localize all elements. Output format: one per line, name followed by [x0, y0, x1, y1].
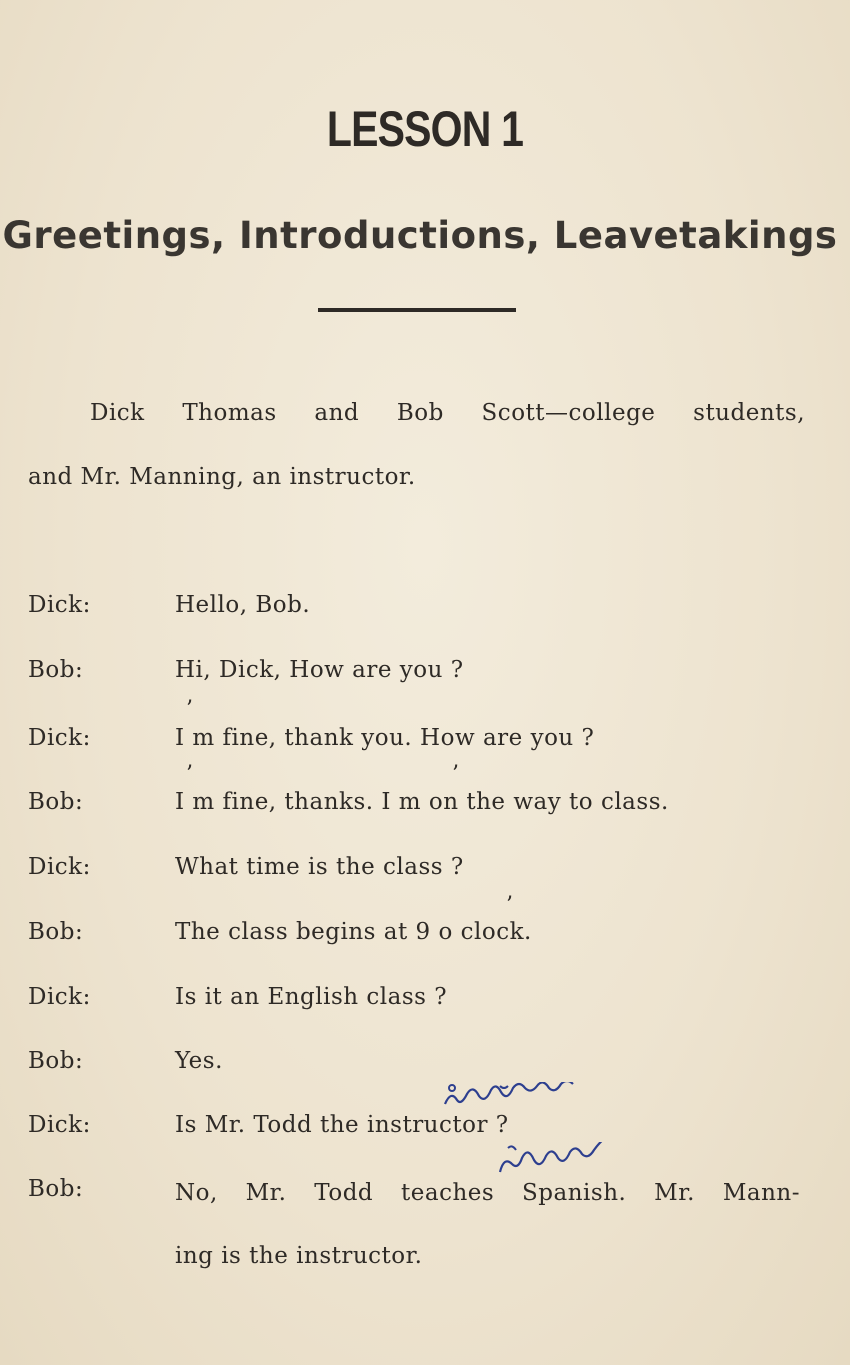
speaker-label: Bob: [28, 657, 84, 683]
intro-line-2: and Mr. Manning, an instructor. [28, 464, 416, 490]
speaker-label: Bob: [28, 789, 84, 815]
dialogue-line-continuation: ing is the instructor. [175, 1243, 423, 1269]
speaker-label: Dick: [28, 592, 91, 618]
intro-line-1: Dick Thomas and Bob Scott—college students, [90, 400, 805, 426]
dialogue-line: Hi, Dick, How are you ? [175, 657, 464, 683]
dialogue-line: Yes. [175, 1048, 223, 1074]
dialogue-line: Is it an English class ? [175, 984, 448, 1010]
dialogue-line: What time is the class ? [175, 854, 464, 880]
speaker-label: Dick: [28, 725, 91, 751]
dialogue-line: I m fine, thanks. I m on the way to class. [175, 789, 669, 815]
speaker-label: Bob: [28, 1176, 84, 1202]
dialogue-line: I m fine, thank you. How are you ? [175, 725, 595, 751]
dialogue-line: The class begins at 9 o clock. [175, 919, 532, 945]
apostrophe-mark: ’ [452, 762, 459, 787]
dialogue-line: Hello, Bob. [175, 592, 311, 618]
speaker-label: Dick: [28, 854, 91, 880]
title-divider [318, 308, 516, 312]
speaker-label: Bob: [28, 919, 84, 945]
lesson-title: LESSON 1 [326, 101, 524, 157]
speaker-label: Dick: [28, 984, 91, 1010]
dialogue-line: No, Mr. Todd teaches Spanish. Mr. Mann- [175, 1180, 800, 1206]
speaker-label: Bob: [28, 1048, 84, 1074]
apostrophe-mark: ’ [186, 697, 193, 722]
apostrophe-mark: ’ [506, 893, 513, 918]
dialogue-line: Is Mr. Todd the instructor ? [175, 1112, 509, 1138]
apostrophe-mark: ’ [186, 762, 193, 787]
handwritten-annotation [440, 1082, 620, 1112]
lesson-subtitle: Greetings, Introductions, Leavetakings [2, 214, 838, 257]
handwritten-annotation [494, 1142, 624, 1178]
speaker-label: Dick: [28, 1112, 91, 1138]
